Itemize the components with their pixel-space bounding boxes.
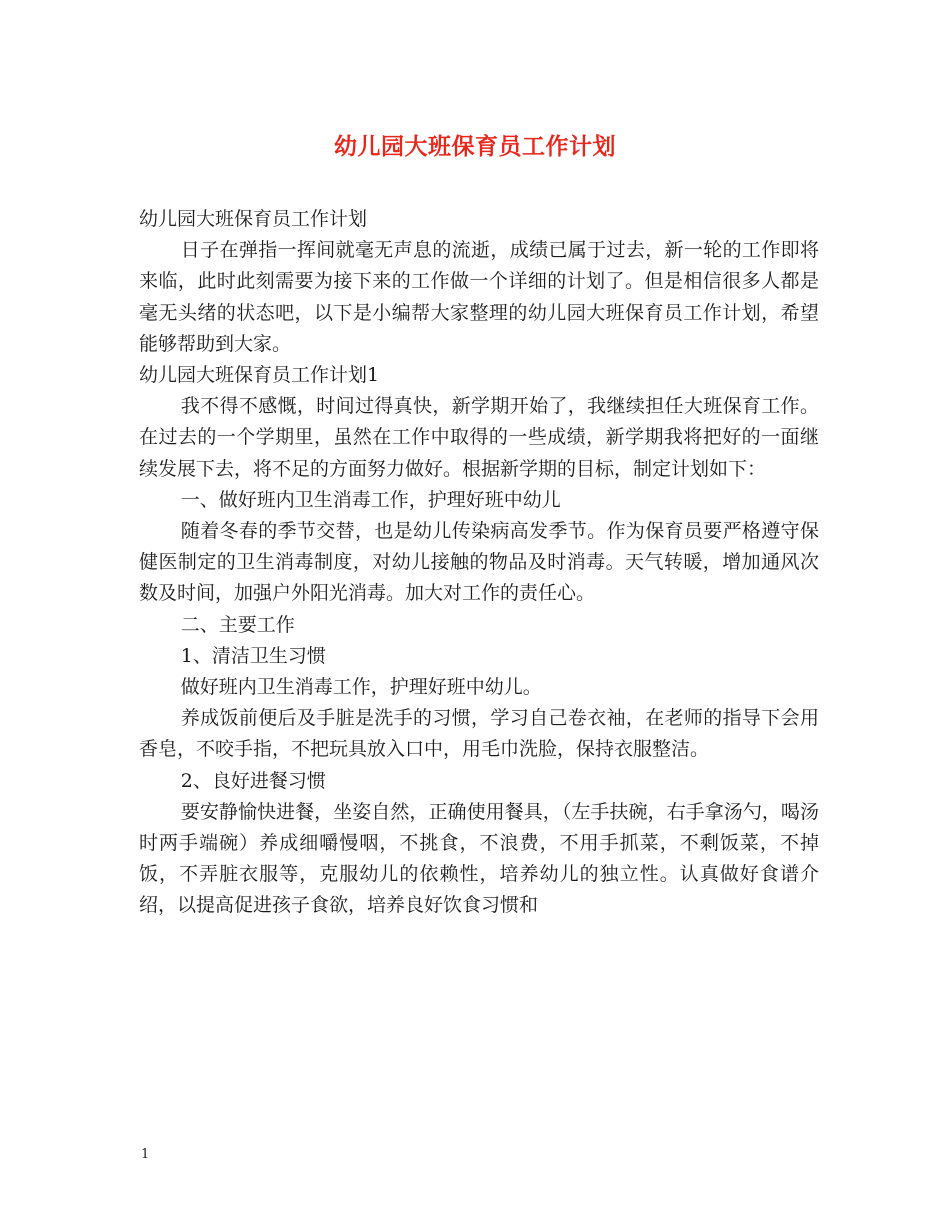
body-paragraph: 要安静愉快进餐，坐姿自然，正确使用餐具，（左手扶碗，右手拿汤勺，喝汤时两手端碗）养成细嚼慢咽，不挑食，不浪费，不用手抓菜，不剩饭菜，不掉饭，不弄脏衣服等，克服幼儿的依赖性，培养幼儿的独立性。认真做好食谱介绍，以提高促进孩子食欲，培养良好饮食习惯和 <box>139 800 819 917</box>
document-title: 幼儿园大班保育员工作计划 <box>334 133 616 160</box>
body-heading: 幼儿园大班保育员工作计划 <box>139 208 368 230</box>
document-body <box>139 204 819 922</box>
section-heading: 一、做好班内卫生消毒工作，护理好班中幼儿 <box>180 488 561 511</box>
plan-heading: 幼儿园大班保育员工作计划1 <box>139 364 380 387</box>
body-paragraph: 我不得不感慨，时间过得真快，新学期开始了，我继续担任大班保育工作。在过去的一个学期里，虽然在工作中取得的一些成绩，新学期我将把好的一面继续发展下去，将不足的方面努力做好。根据新学期的目标，制定计划如下： <box>139 395 819 480</box>
body-paragraph: 养成饭前便后及手脏是洗手的习惯，学习自己卷衣袖，在老师的指导下会用香皂，不咬手指，不把玩具放入口中，用毛巾洗脸，保持衣服整洁。 <box>139 707 819 761</box>
body-paragraph: 日子在弹指一挥间就毫无声息的流逝，成绩已属于过去，新一轮的工作即将来临，此时此刻需要为接下来的工作做一个详细的计划了。但是相信很多人都是毫无头绪的状态吧，以下是小编帮大家整理的幼儿园大班保育员工作计划，希望能够帮助到大家。 <box>139 239 819 355</box>
body-paragraph: 随着冬春的季节交替，也是幼儿传染病高发季节。作为保育员要严格遵守保健医制定的卫生消毒制度，对幼儿接触的物品及时消毒。天气转暖，增加通风次数及时间，加强户外阳光消毒。加大对工作的责任心。 <box>139 520 819 605</box>
body-paragraph: 做好班内卫生消毒工作，护理好班中幼儿。 <box>180 676 542 699</box>
section-heading: 二、主要工作 <box>180 613 295 636</box>
subsection-heading: 1、清洁卫生习惯 <box>180 644 326 667</box>
page-number: 1 <box>141 1147 150 1162</box>
subsection-heading: 2、良好进餐习惯 <box>180 769 326 792</box>
